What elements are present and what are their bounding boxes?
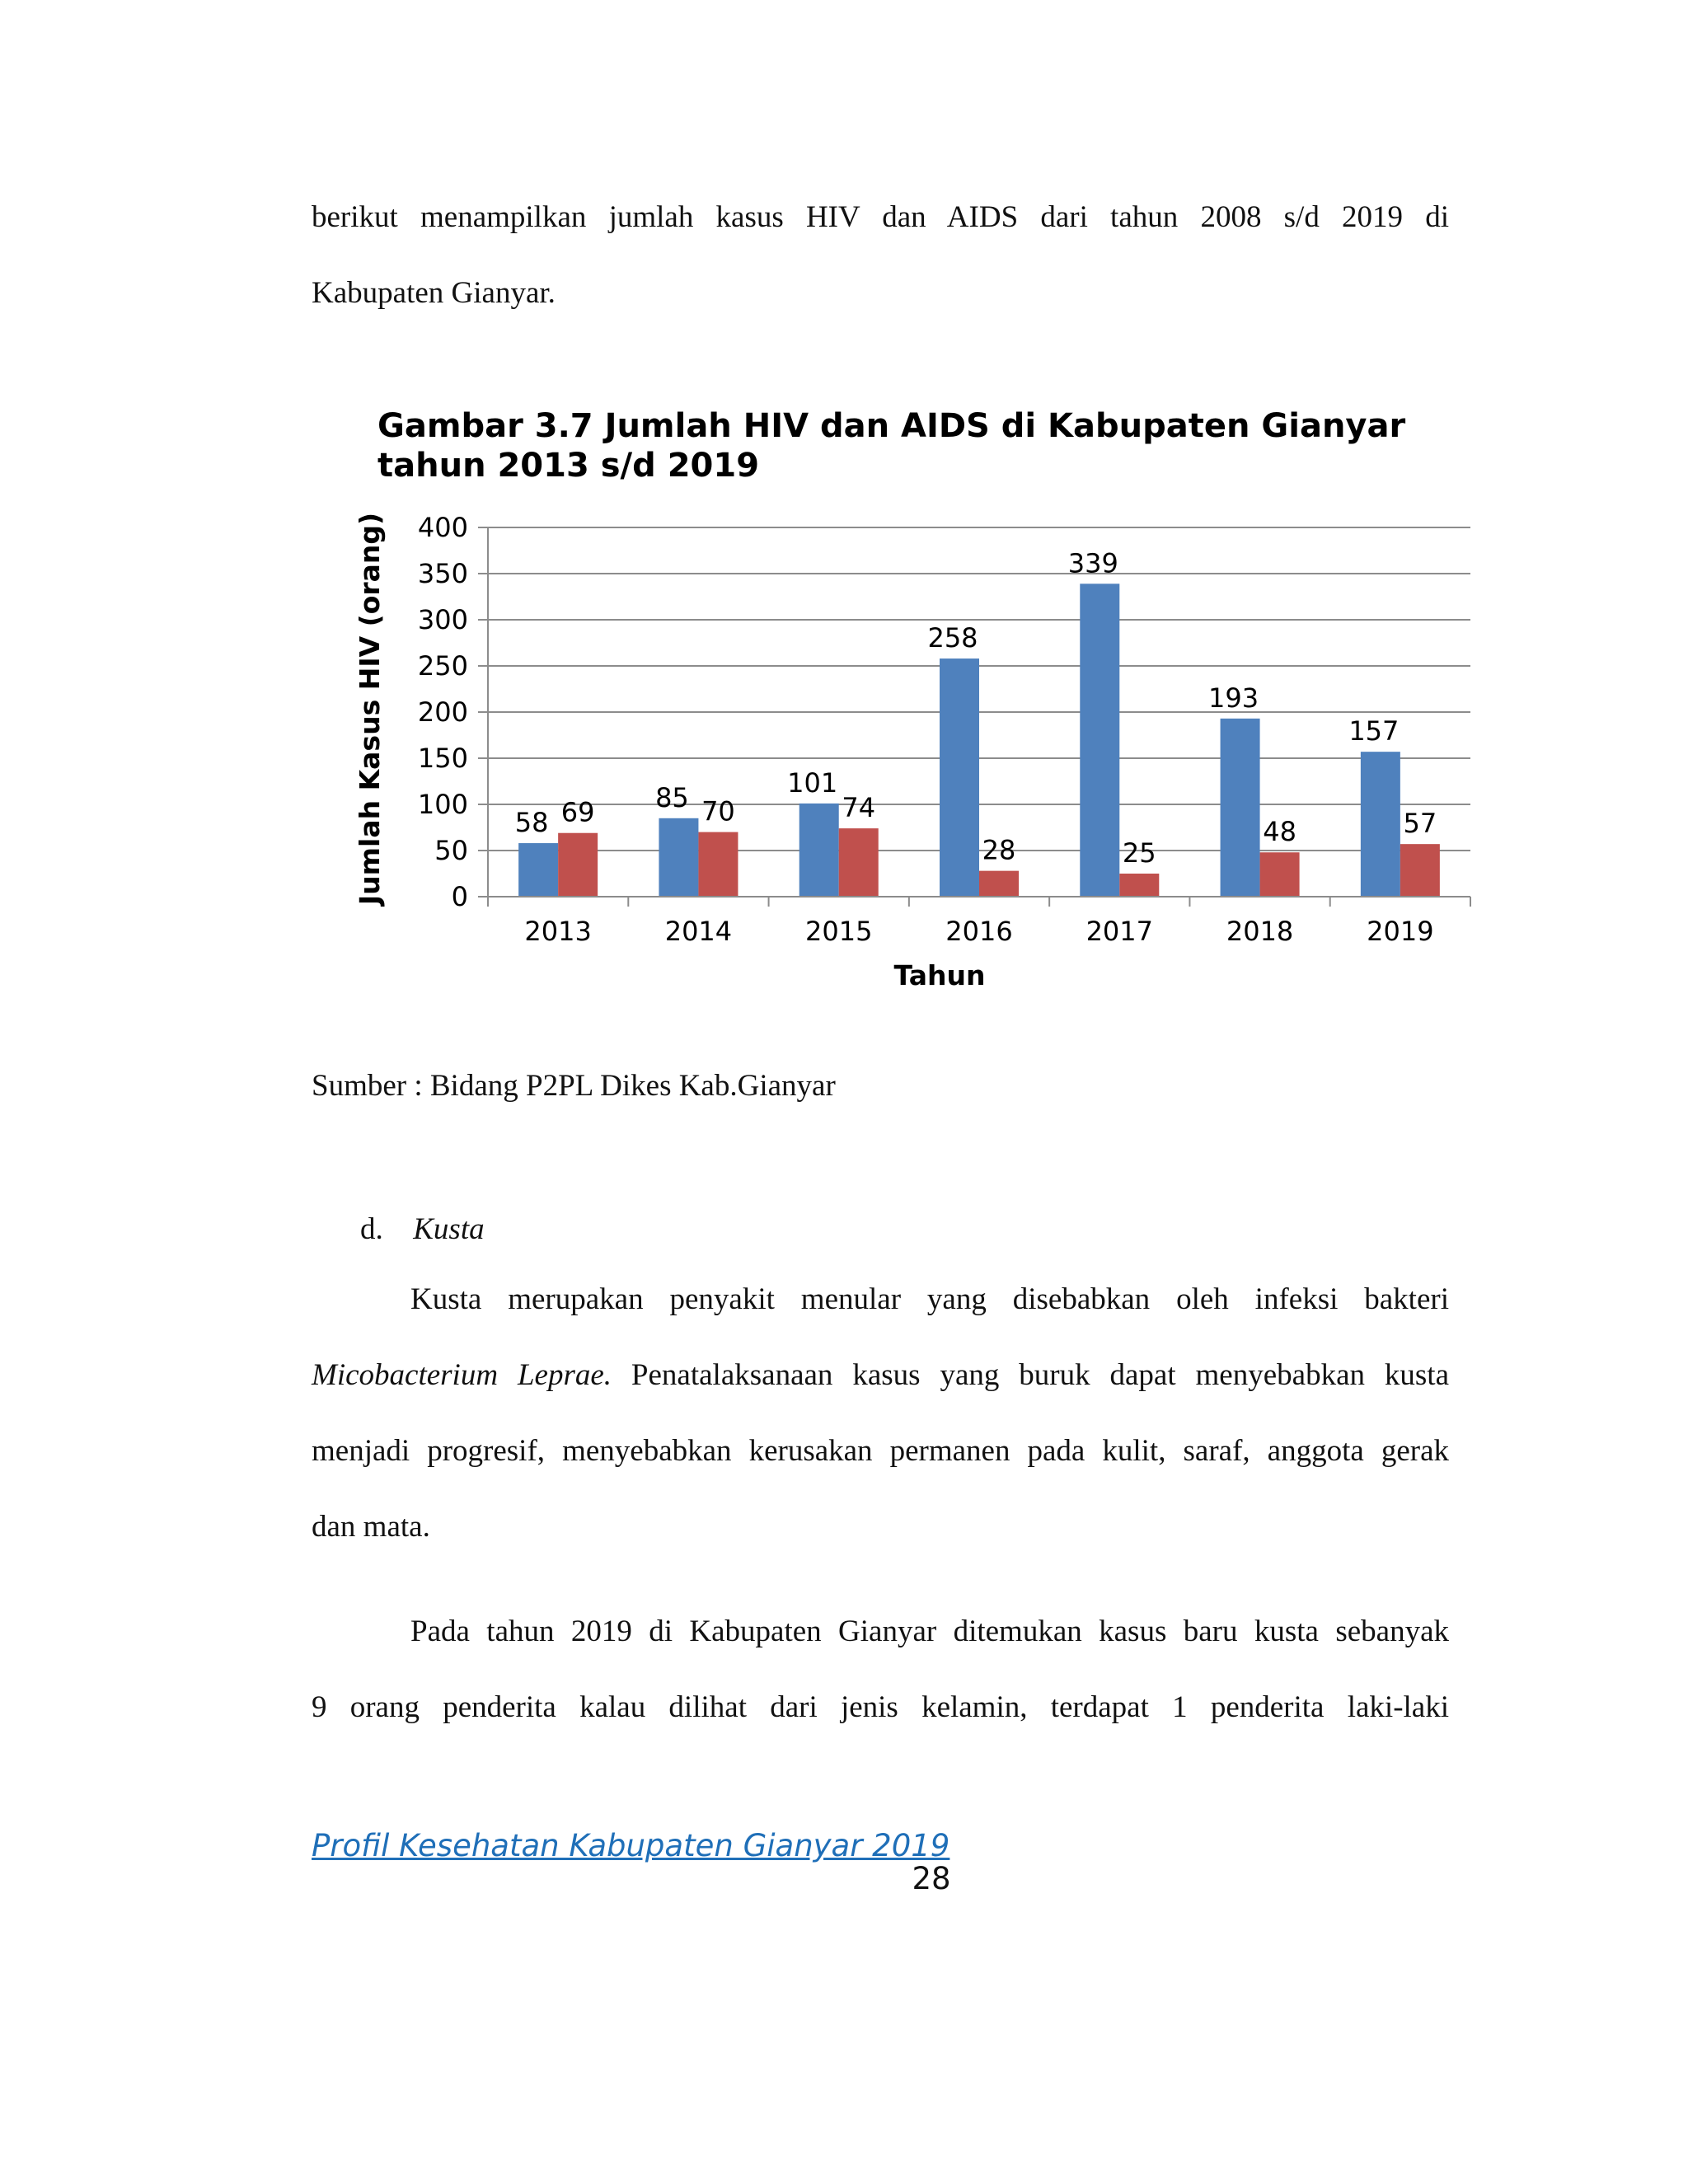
- intro-line-2: Kabupaten Gianyar.: [312, 276, 556, 310]
- y-axis-label: Jumlah Kasus HIV (orang): [354, 512, 386, 906]
- bar-aids-2014: [698, 832, 738, 897]
- data-label-aids-2019: 57: [1403, 808, 1437, 840]
- data-label-aids-2018: 48: [1263, 816, 1296, 848]
- data-label-hiv-2018: 193: [1208, 682, 1259, 714]
- page-number: 28: [912, 1861, 951, 1896]
- data-label-aids-2016: 28: [982, 834, 1016, 866]
- y-tick-label-100: 100: [417, 789, 468, 820]
- bar-hiv-2019: [1361, 752, 1400, 897]
- bar-aids-2017: [1119, 874, 1159, 897]
- bar-aids-2015: [839, 828, 879, 897]
- intro-line-1: berikut menampilkan jumlah kasus HIV dan AIDS dari tahun 2008 s/d 2019 di: [312, 200, 1449, 234]
- y-tick-label-350: 350: [417, 558, 468, 589]
- y-tick-label-150: 150: [417, 743, 468, 774]
- data-label-hiv-2017: 339: [1067, 547, 1118, 579]
- bar-hiv-2018: [1221, 719, 1260, 897]
- data-label-hiv-2014: 85: [655, 781, 689, 813]
- bar-hiv-2017: [1080, 583, 1119, 897]
- paragraph-1-line-1: Kusta merupakan penyakit menular yang disebabkan oleh infeksi bakteri: [410, 1282, 1449, 1316]
- bar-hiv-2014: [659, 818, 698, 897]
- bar-hiv-2015: [799, 804, 839, 897]
- y-tick-labels: [418, 512, 468, 912]
- data-label-aids-2014: 70: [701, 795, 735, 827]
- paragraph-2-line-1: Pada tahun 2019 di Kabupaten Gianyar ditemukan kasus baru kusta sebanyak: [410, 1615, 1449, 1648]
- section-marker: d.: [360, 1212, 383, 1246]
- chart-title-line-1: Gambar 3.7 Jumlah HIV dan AIDS di Kabupaten Gianyar: [377, 407, 1406, 445]
- y-tick-label-50: 50: [434, 835, 468, 866]
- y-tick-label-250: 250: [417, 650, 468, 682]
- data-label-hiv-2013: 58: [514, 807, 549, 839]
- data-label-aids-2013: 69: [560, 796, 595, 828]
- section-title: Kusta: [413, 1212, 485, 1246]
- bar-aids-2013: [558, 833, 598, 897]
- x-axis-label: Tahun: [893, 959, 986, 991]
- paragraph-2-line-2: 9 orang penderita kalau dilihat dari jenis kelamin, terdapat 1 penderita laki-laki: [312, 1690, 1449, 1724]
- chart-title-line-2: tahun 2013 s/d 2019: [377, 447, 760, 485]
- paragraph-1-line-2: [312, 1357, 1449, 1394]
- bar-aids-2018: [1260, 852, 1300, 897]
- y-tick-label-300: 300: [417, 604, 468, 635]
- x-tick-label-2018: 2018: [1226, 916, 1294, 947]
- paragraph-1-line-2-rest: Penatalaksanaan kasus yang buruk dapat menyebabkan kusta: [612, 1358, 1449, 1392]
- data-label-hiv-2015: 101: [787, 766, 838, 799]
- x-tick-labels: [524, 916, 1433, 947]
- x-tick-label-2019: 2019: [1367, 916, 1434, 947]
- hiv-aids-bar-chart: [0, 0, 1688, 1030]
- y-tick-label-0: 0: [451, 881, 468, 912]
- data-label-aids-2017: 25: [1122, 837, 1156, 869]
- x-tick-label-2013: 2013: [524, 916, 592, 947]
- data-label-hiv-2016: 258: [927, 622, 978, 654]
- bar-aids-2016: [979, 871, 1019, 897]
- paragraph-1-line-4: dan mata.: [312, 1510, 430, 1544]
- bacteria-name: Micobacterium Leprae.: [312, 1358, 612, 1392]
- footer-title: Profil Kesehatan Kabupaten Gianyar 2019: [312, 1828, 950, 1863]
- section-heading: [360, 1212, 485, 1248]
- data-label-aids-2015: 74: [842, 792, 876, 824]
- x-tick-label-2016: 2016: [945, 916, 1013, 947]
- x-tick-label-2017: 2017: [1085, 916, 1154, 947]
- y-tick-label-400: 400: [417, 512, 468, 543]
- bar-hiv-2013: [518, 843, 558, 897]
- bar-hiv-2016: [940, 658, 979, 897]
- x-tick-label-2015: 2015: [804, 916, 873, 947]
- data-label-hiv-2019: 157: [1348, 715, 1400, 748]
- paragraph-1-line-3: menjadi progresif, menyebabkan kerusakan permanen pada kulit, saraf, anggota gerak: [312, 1434, 1449, 1468]
- y-tick-label-200: 200: [417, 696, 468, 728]
- chart-source: Sumber : Bidang P2PL Dikes Kab.Gianyar: [312, 1069, 836, 1103]
- x-tick-label-2014: 2014: [664, 916, 733, 947]
- bar-aids-2019: [1400, 844, 1440, 897]
